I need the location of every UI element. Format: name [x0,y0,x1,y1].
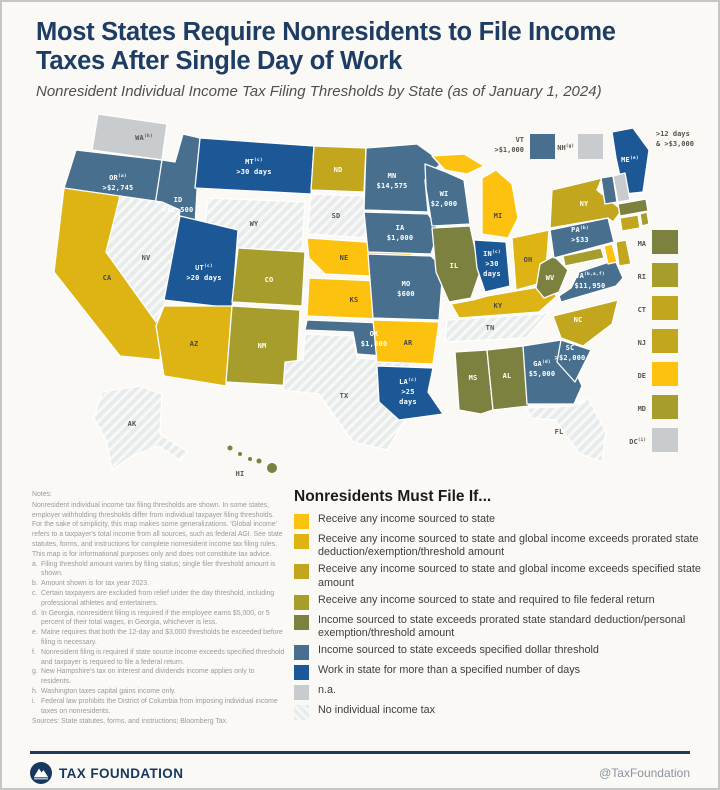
side-label-ct: CT [637,306,646,314]
legend-item-6 [294,644,706,660]
state-hi-island [228,446,233,451]
legend-swatch-cat2 [294,534,309,549]
state-label-pa: >$33 [571,236,589,244]
brand-name: TAX FOUNDATION [59,765,184,781]
side-swatch-md [652,395,678,419]
footnote-text: New Hampshire's tax on interest and dividends income applies only to residents. [41,668,255,686]
state-label-nv: NV [141,254,151,262]
state-label-ky: KY [493,302,503,310]
state-hi-island [248,457,252,461]
legend-swatch-cat3 [294,564,309,579]
side-label-md: MD [637,405,646,413]
side-swatch-ri [652,263,678,287]
state-ms [455,350,493,414]
state-label-in: IN$^{(c)}$ [483,250,501,258]
state-label-wi: $2,000 [430,200,458,208]
legend-label-cat1: Receive any income sourced to state [318,513,496,525]
footnote-a [32,560,286,580]
legend-label-cat7: Work in state for more than a specified number of days [318,664,581,677]
state-label-ak: AK [127,420,137,428]
side-label-dc: DC$^{(i)}$ [629,438,646,446]
state-label-ga: $5,000 [528,370,556,378]
footnote-letter: h. [32,687,38,695]
state-hi-island [267,463,277,473]
state-label-nc: NC [573,316,583,324]
vt-callout-swatch [530,134,555,159]
state-label-in: days [483,270,501,278]
state-label-la: LA$^{(c)}$ [399,378,417,386]
legend-label-none: No individual income tax [318,704,436,717]
legend-item-9 [294,704,706,720]
state-ct [620,215,640,231]
legend-title: Nonresidents Must File If... [294,488,492,505]
state-label-me: ME$^{(e)}$ [621,156,639,164]
state-label-in: >30 [485,260,499,268]
state-label-ok: $1,000 [360,340,388,348]
notes-intro: Nonresident individual income tax filing thresholds are shown. In some states, employer withholding thresholds differ from individual taxpayer filing thresholds. For the sake of simplicity, this map makes some generalizations. 'Global income' refers to a taxpayer's total income from all sources, such as federal AGI. See state statutes, forms, and instructions for complete nonresident income tax filing rules. This map is for informational purposes only and does not constitute tax advice. [32,501,283,558]
state-label-ia: IA [395,224,405,232]
notes-sources: Sources: State statutes, forms, and instructions; Bloomberg Tax. [32,718,228,726]
brand-box [30,762,183,784]
state-hi-island [257,459,262,464]
footnote-letter: f. [32,648,36,656]
state-label-hi: HI [235,470,245,478]
state-label-ar: AR [403,339,413,347]
side-swatch-ct [652,296,678,320]
state-hi-island [238,452,242,456]
footnote-text: Filing threshold amount varies by filing status; single filer threshold amount is shown. [41,560,276,578]
side-label-de: DE [637,372,646,380]
state-label-sd: SD [331,212,341,220]
legend-item-5 [294,614,706,640]
state-label-mn: $14,575 [376,182,408,190]
legend-swatch-na [294,685,309,700]
footnote-letter: g. [32,668,38,676]
state-label-tn: TN [485,324,495,332]
page-title [36,18,692,75]
legend-items [294,513,706,720]
legend-swatch-cat4 [294,595,309,610]
state-label-wi: WI [439,190,449,198]
state-label-va: VA$^{(b,a,f)}$ [575,272,605,280]
state-label-mi: MI [493,212,503,220]
state-mi [482,170,518,238]
footnote-e [32,628,286,648]
vt-callout-label: VT [515,136,524,144]
state-label-al: AL [502,372,512,380]
state-label-or: OR$^{(a)}$ [109,174,127,182]
state-label-id: ID [173,196,183,204]
state-label-ut: >20 days [186,274,222,282]
notes-footnotes [32,560,286,717]
legend-label-na: n.a. [318,684,337,697]
footnote-f [32,648,286,668]
footnote-b [32,579,286,589]
footnote-letter: i. [32,697,36,705]
notes-block [32,490,286,727]
nh-callout-swatch [578,134,603,159]
tax-foundation-logo-icon [30,762,52,784]
legend-item-1 [294,513,706,529]
state-ak [94,386,188,470]
state-label-pa: PA$^{(b)}$ [571,226,589,234]
state-label-id: >$2,500 [162,206,194,214]
state-ri [640,212,649,226]
side-label-ma: MA [637,240,646,248]
state-label-mo: MO [401,280,411,288]
footnote-letter: a. [32,560,38,568]
footnote-letter: d. [32,609,38,617]
state-label-nm: NM [257,342,267,350]
state-label-ks: KS [349,296,359,304]
state-label-mt: >30 days [236,168,272,176]
legend-swatch-cat1 [294,514,309,529]
state-label-mo: $600 [397,290,415,298]
footnote-text: Amount shown is for tax year 2023. [41,580,150,588]
state-label-or: >$2,745 [102,184,134,192]
state-label-ms: MS [468,374,478,382]
state-label-az: AZ [189,340,199,348]
state-nj [616,240,631,266]
legend-swatch-cat7 [294,665,309,680]
page-subtitle: Nonresident Individual Income Tax Filing Thresholds by State (as of January 1, 2024) [36,83,602,101]
state-label-fl: FL [554,428,564,436]
us-map-svg [12,100,712,492]
state-label-il: IL [449,262,459,270]
footnote-d [32,609,286,629]
state-label-wa: WA$^{(h)}$ [135,134,153,142]
state-label-tx: TX [339,392,349,400]
state-label-ut: UT$^{(c)}$ [195,264,213,272]
state-label-ok: OK [369,330,379,338]
legend-label-cat6: Income sourced to state exceeds specified dollar threshold [318,644,599,657]
state-label-wy: WY [249,220,259,228]
side-swatch-nj [652,329,678,353]
legend-label-cat2: Receive any income sourced to state and global income exceeds prorated state deduction/exemption/threshold amount [318,533,699,559]
state-label-oh: OH [523,256,533,264]
vt-callout-value: >$1,000 [494,146,524,154]
state-label-wv: WV [545,274,555,282]
legend-item-2 [294,533,706,559]
footnote-letter: e. [32,629,38,637]
footnote-c [32,589,286,609]
me-threshold-note-line1: >12 days [656,130,690,138]
side-label-ri: RI [637,273,646,281]
footnote-text: Maine requires that both the 12-day and $3,000 thresholds be exceeded before filing is necessary. [41,629,283,646]
footnote-text: Federal law prohibits the District of Columbia from imposing individual income taxes on nonresidents. [41,697,278,715]
state-label-mt: MT$^{(c)}$ [245,158,263,166]
state-label-nd: ND [333,166,343,174]
footnote-i [32,697,286,717]
legend-item-8 [294,684,706,700]
footnote-text: In Georgia, nonresident filing is required if the employee earns $5,000, or 5 percent of their total wages, in Georgia, whichever is less. [41,609,270,627]
state-de [604,244,617,264]
state-label-sc: >$2,000 [554,354,586,362]
footnote-g [32,667,286,687]
legend-swatch-cat5 [294,615,309,630]
page-title-line2: Taxes After Single Day of Work [36,46,403,75]
twitter-handle: @TaxFoundation [599,766,690,780]
legend-label-cat5: Income sourced to state exceeds prorated state standard deduction/personal exemption/threshold amount [318,613,686,639]
state-mt [195,138,314,194]
legend [294,488,706,724]
side-swatch-dc [652,428,678,452]
notes-heading: Notes: [32,491,52,498]
state-label-ia: $1,000 [386,234,414,242]
side-swatch-ma [652,230,678,254]
state-ia [364,212,439,254]
state-fl [527,398,606,462]
me-threshold-note-line2: & >$3,000 [656,140,694,148]
page-title-line1: Most States Require Nonresidents to File Income [36,18,616,46]
state-label-ga: GA$^{(d)}$ [533,360,551,368]
state-label-ne: NE [339,254,349,262]
footer-rule [30,751,690,754]
side-label-nj: NJ [637,339,646,347]
legend-item-4 [294,594,706,610]
legend-item-7 [294,664,706,680]
footnote-text: Certain taxpayers are excluded from relief under the day threshold, including professional athletes and entertainers. [41,589,275,607]
footnote-text: Nonresident filing is required if state source income exceeds specified threshold and taxpayer is required to file a federal return. [41,648,285,666]
header [36,18,692,100]
nh-callout-label: NH$^{(g)}$ [557,144,574,152]
footnote-letter: b. [32,580,38,588]
legend-swatch-none [294,705,309,720]
state-label-co: CO [264,276,274,284]
legend-label-cat4: Receive any income sourced to state and required to file federal return [318,593,655,606]
state-label-va: $11,950 [574,282,606,290]
state-label-sc: SC [565,344,575,352]
footer [30,760,690,786]
legend-label-cat3: Receive any income sourced to state and global income exceeds specified state amount [318,563,701,589]
state-label-la: >25 [401,388,415,396]
state-label-la: days [399,398,417,406]
us-choropleth-map [12,100,712,492]
state-va [559,260,623,302]
footnote-h [32,687,286,697]
footnote-text: Washington taxes capital gains income only. [41,687,176,695]
state-label-mn: MN [387,172,397,180]
footnote-letter: c. [32,589,38,597]
state-label-ca: CA [102,274,112,282]
legend-swatch-cat6 [294,645,309,660]
side-swatch-de [652,362,678,386]
legend-item-3 [294,563,706,589]
state-label-ny: NY [579,200,589,208]
state-nc [553,300,618,346]
